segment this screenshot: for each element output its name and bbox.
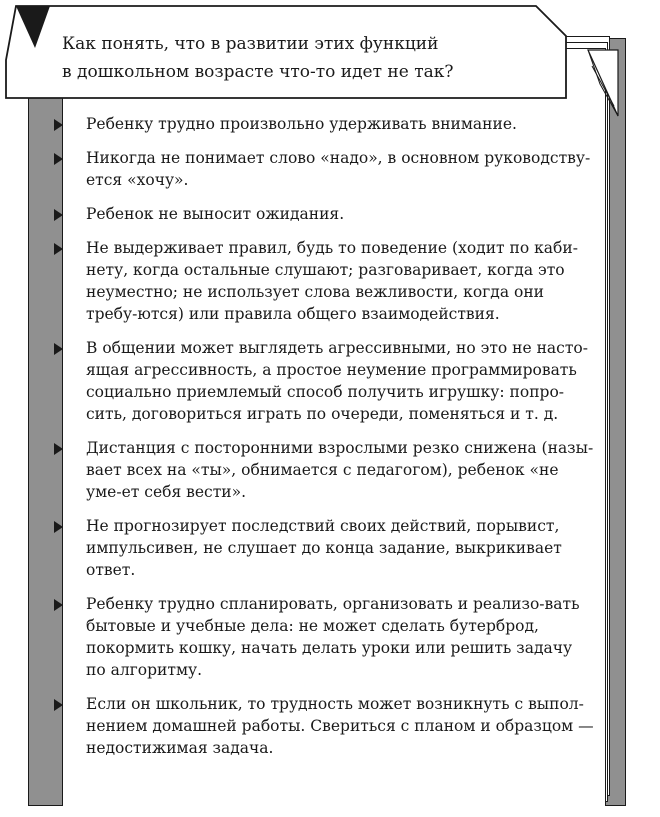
- list-item: [56, 113, 604, 135]
- list-item-text: Никогда не понимает слово «надо», в основном руководству-ется «хочу».: [86, 149, 591, 189]
- header-question: [62, 30, 542, 86]
- header-line-2: в дошкольном возрасте что-то идет не так?: [62, 62, 454, 82]
- list-item: [56, 437, 604, 503]
- list-item: [56, 147, 604, 191]
- list-item-text: Ребенку трудно спланировать, организовать и реализо-вать бытовые и учебные дела: не может сделать бутерброд, покормить кошку, начать делать уроки или решить задачу по алгоритму.: [86, 595, 580, 679]
- list-item-text: Если он школьник, то трудность может возникнуть с выпол-нением домашней работы. Свериться с планом и образцом — недостижимая задача.: [86, 695, 594, 757]
- list-item-text: Не прогнозирует последствий своих действий, порывист, импульсивен, не слушает до конца задание, выкрикивает ответ.: [86, 517, 562, 579]
- symptom-list: [56, 113, 604, 771]
- list-item-text: В общении может выглядеть агрессивными, но это не насто-ящая агрессивность, а простое неумение программировать социально приемлемый способ получить игрушку: попро-сить, договориться играть по очереди, поменяться и т. д.: [86, 339, 588, 423]
- list-item: [56, 237, 604, 325]
- list-item-text: Не выдерживает правил, будь то поведение (ходит по каби-нету, когда остальные слушают; разговаривает, когда это неуместно; не использует слова вежливости, когда они требу-ются) или правила общего взаимодействия.: [86, 239, 578, 323]
- list-item: [56, 593, 604, 681]
- header-line-1: Как понять, что в развитии этих функций: [62, 34, 439, 54]
- triangle-bullet-icon: [54, 119, 63, 131]
- triangle-bullet-icon: [54, 599, 63, 611]
- triangle-bullet-icon: [54, 209, 63, 221]
- list-item: [56, 337, 604, 425]
- list-item-text: Дистанция с посторонними взрослыми резко снижена (назы-вает всех на «ты», обнимается с педагогом), ребенок «не уме-ет себя вести».: [86, 439, 594, 501]
- list-item: [56, 203, 604, 225]
- triangle-bullet-icon: [54, 443, 63, 455]
- triangle-bullet-icon: [54, 153, 63, 165]
- list-item: [56, 693, 604, 759]
- triangle-bullet-icon: [54, 343, 63, 355]
- list-item-text: Ребенок не выносит ожидания.: [86, 205, 345, 223]
- list-item: [56, 515, 604, 581]
- triangle-bullet-icon: [54, 521, 63, 533]
- triangle-bullet-icon: [54, 243, 63, 255]
- list-item-text: Ребенку трудно произвольно удерживать внимание.: [86, 115, 517, 133]
- triangle-bullet-icon: [54, 699, 63, 711]
